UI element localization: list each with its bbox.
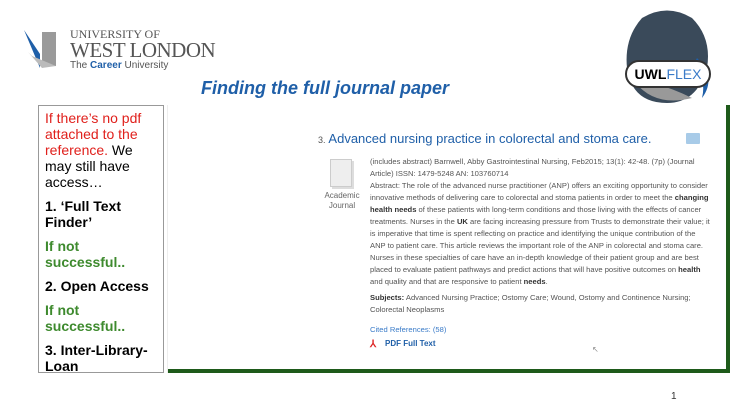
fail-2: If not successful.. [45,302,126,334]
intro-red: If there’s no pdf attached to the reference. [45,110,142,158]
page-number: 1 [671,391,677,402]
citation: (includes abstract) Barnwell, Abby Gastrointestinal Nursing, Feb2015; 13(1): 42-48. (7p) (Journal Article) ISSN: 1479-5248 AN: 103760714 [370,157,695,178]
result-details [370,156,710,350]
result-number: 3. [318,135,326,145]
cited-references-link[interactable]: Cited References: (58) [370,325,447,334]
fail-1: If not successful.. [45,238,126,270]
slide-title: Finding the full journal paper [201,78,449,98]
result-title-row [318,131,651,146]
logo-tagline: The Career University [70,60,169,71]
abstract: Abstract: The role of the advanced nurse practitioner (ANP) offers an exciting opportunity to consider innovative methods of delivering care to colorectal and stoma patients in order to meet the changing health needs of these patients with long-term conditions and those living with the effects of cancer treatments. Nurses in the UK are facing increasing pressure from Trusts to demonstrate their value; it is imperative that time is spent reflecting on practice and identifying the unique contribution of the ANP to patient care. This article reviews the important role of the ANP in colorectal and stoma care. Nurses in these specialties of care have an in-depth knowledge of their patient group and are best placed to evaluate patient pathways and predict actions that will have positive outcomes on health and quality and that are responsive to patient needs. [370,181,710,286]
result-title-link[interactable]: Advanced nursing practice in colorectal and stoma care. [328,131,652,146]
step-2: 2. Open Access [45,278,149,294]
step-3: 3. Inter-Library-Loan [45,342,148,374]
intro-black: We may still have access… [45,142,133,190]
doc-type: Academic Journal [324,191,360,210]
search-result-screenshot [168,105,730,373]
uwl-logo [22,26,222,72]
subjects: Subjects: Advanced Nursing Practice; Ostomy Care; Wound, Ostomy and Continence Nursing; Colorectal Neoplasms [370,293,691,314]
pdf-icon: ⅄ [370,338,377,350]
pdf-full-text-link[interactable] [370,338,710,350]
folder-icon[interactable] [686,133,700,144]
academic-journal-icon [330,159,352,187]
step-1: 1. ‘Full Text Finder’ [45,198,121,230]
logo-line1: UNIVERSITY OF [70,27,160,41]
logo-line2: WEST LONDON [70,38,216,62]
pdf-label: PDF Full Text [385,339,436,348]
uwlflex-logo-text: UWLFLEX [625,60,711,88]
mouse-cursor-icon: ↖ [592,345,599,354]
uwlflex-logo-graphic [612,8,722,108]
instructions-box [38,105,164,373]
uwl-shield-icon [22,26,66,72]
